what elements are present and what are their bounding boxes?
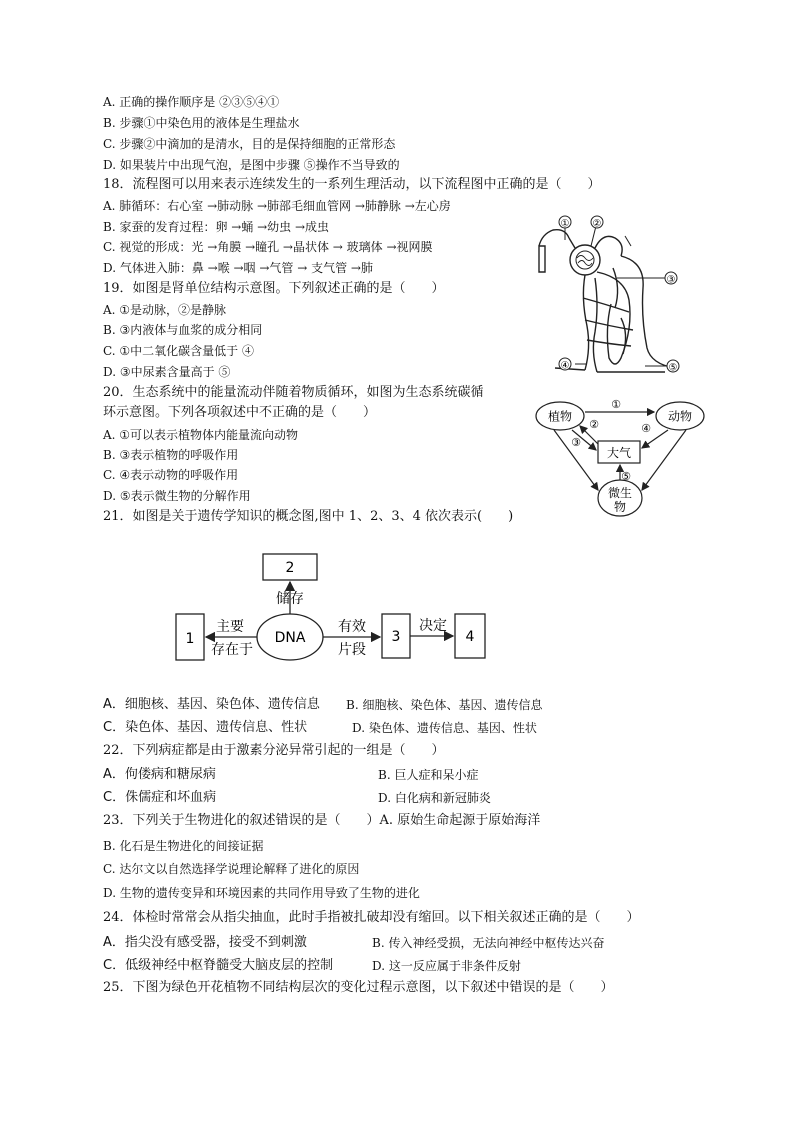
q19-option-b: B. ③内液体与血浆的成分相同: [103, 323, 263, 337]
q24-option-c: C．低级神经中枢脊髓受大脑皮层的控制: [103, 958, 334, 973]
q17-option-c: C. 步骤②中滴加的是清水，目的是保持细胞的正常形态: [103, 137, 396, 151]
q18-option-d: D. 气体进入肺：鼻 →喉 →咽 →气管 → 支气管 →肺: [103, 261, 373, 275]
q23-option-b: B. 化石是生物进化的间接证据: [103, 839, 264, 853]
nephron-label-3: ③: [666, 274, 676, 286]
q18-option-a: A. 肺循环：右心室 →肺动脉 →肺部毛细血管网 →肺静脉 →左心房: [103, 199, 451, 213]
box-4-label: 4: [465, 629, 475, 645]
arrow-label-3: ③: [571, 436, 581, 449]
q18-option-b: B. 家蚕的发育过程：卵 →蛹 →幼虫 →成虫: [103, 220, 330, 234]
q21-option-b: B. 细胞核、染色体、基因、遗传信息: [346, 698, 543, 712]
store-label: 储存: [276, 591, 304, 607]
q19-option-a: A. ①是动脉，②是静脉: [103, 303, 227, 317]
q19-option-c: C. ①中二氧化碳含量低于 ④: [103, 344, 254, 358]
q17-option-a: A. 正确的操作顺序是 ②③⑤④①: [103, 95, 280, 109]
q22-stem: 22．下列病症都是由于激素分泌异常引起的一组是（ ）: [103, 743, 445, 758]
q21-option-d: D. 染色体、遗传信息、基因、性状: [352, 721, 537, 735]
carbon-cycle-diagram: [530, 394, 710, 520]
arrow-label-2: ②: [589, 418, 599, 431]
q20-option-b: B. ③表示植物的呼吸作用: [103, 448, 239, 462]
q20-stem-line2: 环示意图。下列各项叙述中不正确的是（ ）: [103, 405, 377, 420]
main-label-line1: 主要: [216, 619, 244, 635]
nephron-label-4: ④: [560, 360, 570, 372]
nephron-label-1: ①: [560, 218, 570, 230]
q18-option-c: C. 视觉的形成：光 →角膜 →瞳孔 →晶状体 → 玻璃体 →视网膜: [103, 240, 433, 254]
q22-option-d: D. 白化病和新冠肺炎: [378, 791, 491, 805]
q24-option-a: A．指尖没有感受器，接受不到刺激: [103, 935, 307, 950]
genetics-concept-map: [170, 550, 500, 668]
q23-stem: 23．下列关于生物进化的叙述错误的是（ ）A. 原始生命起源于原始海洋: [103, 813, 541, 828]
air-label: 大气: [606, 446, 632, 460]
nephron-figure: [525, 208, 695, 380]
q17-option-d: D. 如果装片中出现气泡，是图中步骤 ⑤操作不当导致的: [103, 158, 400, 172]
dna-label: DNA: [274, 630, 306, 646]
q20-stem-line1: 20．生态系统中的能量流动伴随着物质循环，如图为生态系统碳循: [103, 385, 484, 400]
q21-stem: 21．如图是关于遗传学知识的概念图,图中 1、2、3、4 依次表示( ): [103, 509, 514, 524]
q21-option-c: C．染色体、基因、遗传信息、性状: [103, 720, 308, 735]
q20-option-d: D. ⑤表示微生物的分解作用: [103, 489, 251, 503]
q24-option-b: B. 传入神经受损，无法向神经中枢传达兴奋: [372, 936, 605, 950]
effective-label-line1: 有效: [338, 619, 366, 635]
q19-stem: 19．如图是肾单位结构示意图。下列叙述正确的是（ ）: [103, 281, 445, 296]
box-2-label: 2: [285, 560, 295, 576]
q21-option-a: A．细胞核、基因、染色体、遗传信息: [103, 697, 320, 712]
main-label-line2: 存在于: [211, 642, 253, 658]
effective-label-line2: 片段: [338, 642, 366, 658]
q24-stem: 24．体检时常常会从指尖抽血，此时手指被扎破却没有缩回。以下相关叙述正确的是（ ）: [103, 910, 640, 925]
nephron-label-5: ⑤: [668, 362, 678, 374]
nephron-label-2: ②: [592, 218, 602, 230]
q23-option-d: D. 生物的遗传变异和环境因素的共同作用导致了生物的进化: [103, 886, 420, 900]
q25-stem: 25．下图为绿色开花植物不同结构层次的变化过程示意图，以下叙述中错误的是（ ）: [103, 980, 614, 995]
q22-option-a: A．佝偻病和糖尿病: [103, 767, 216, 782]
q20-option-c: C. ④表示动物的呼吸作用: [103, 468, 239, 482]
q22-option-c: C．侏儒症和坏血病: [103, 790, 217, 805]
q20-option-a: A. ①可以表示植物体内能量流向动物: [103, 428, 299, 442]
q23-option-c: C. 达尔文以自然选择学说理论解释了进化的原因: [103, 862, 360, 876]
q18-stem: 18．流程图可以用来表示连续发生的一系列生理活动，以下流程图中正确的是（ ）: [103, 177, 601, 192]
arrow-label-4: ④: [641, 422, 651, 435]
decide-label: 决定: [419, 618, 447, 634]
plant-label: 植物: [547, 409, 573, 424]
q17-option-b: B. 步骤①中染色用的液体是生理盐水: [103, 116, 300, 130]
box-3-label: 3: [391, 629, 401, 645]
animal-label: 动物: [667, 409, 693, 424]
arrow-label-5: ⑤: [621, 470, 631, 483]
arrow-label-1: ①: [611, 398, 621, 411]
q24-option-d: D. 这一反应属于非条件反射: [372, 959, 521, 973]
microbe-label-line1: 微生: [607, 486, 633, 500]
box-1-label: 1: [185, 631, 195, 647]
q22-option-b: B. 巨人症和呆小症: [378, 768, 479, 782]
microbe-label-line2: 物: [613, 500, 627, 514]
q19-option-d: D. ③中尿素含量高于 ⑤: [103, 365, 231, 379]
